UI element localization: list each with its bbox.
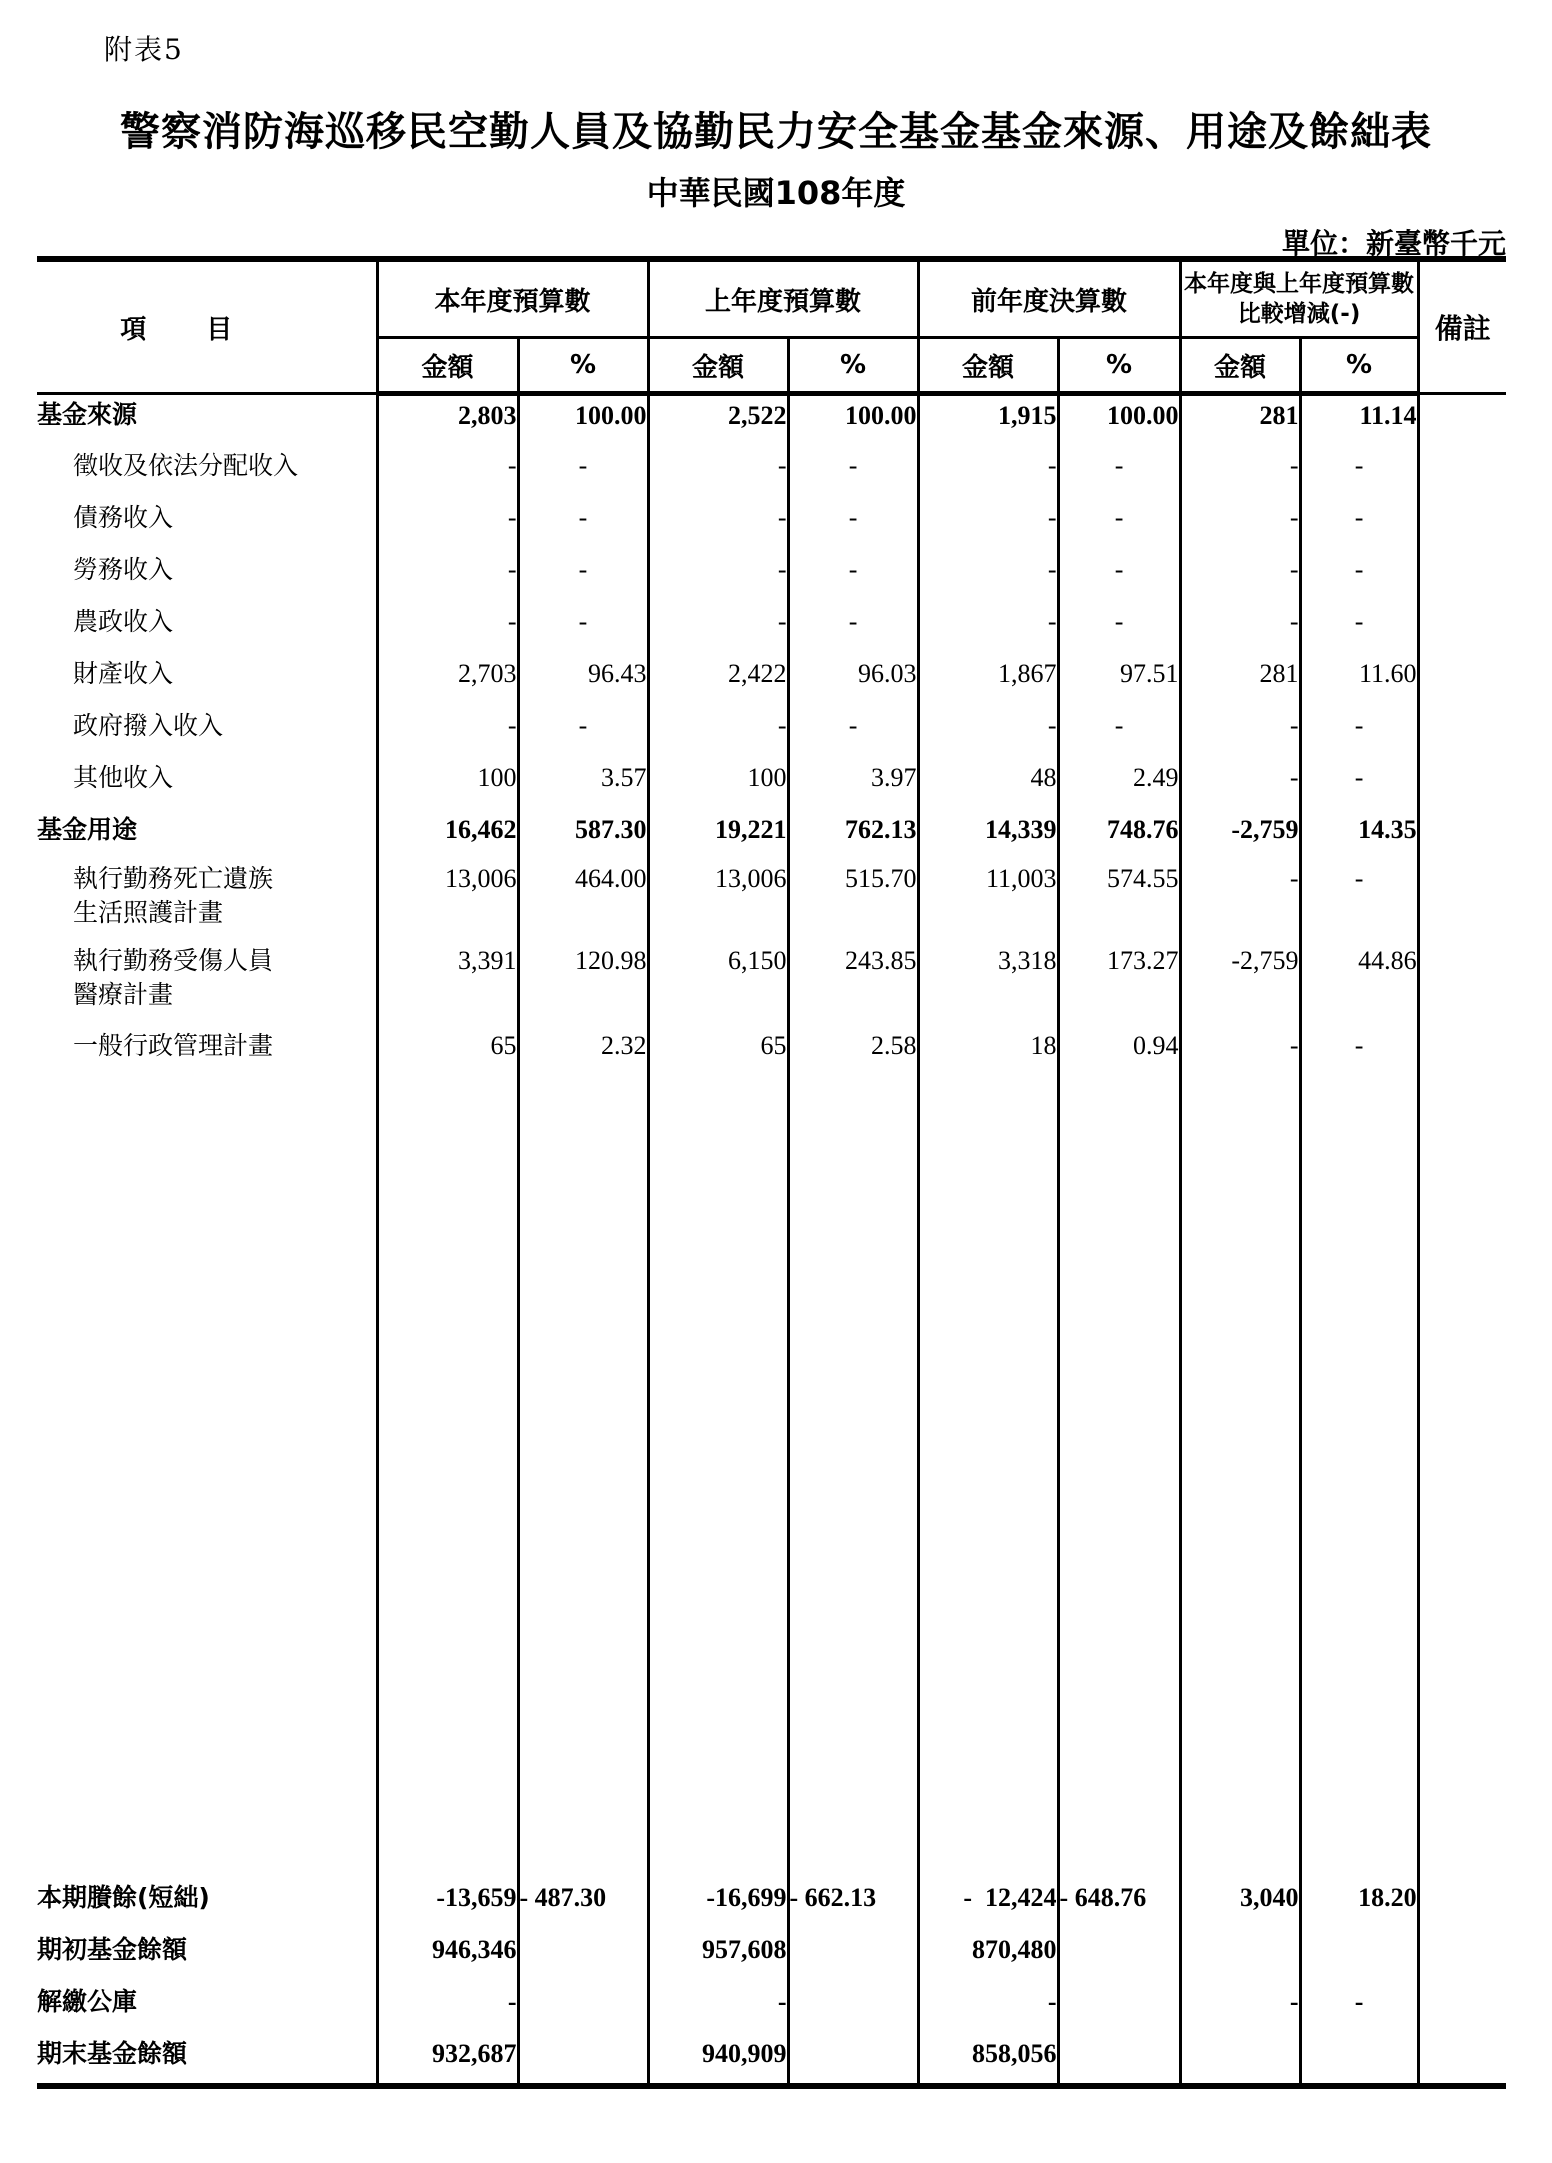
amount-cell: - 12,424	[918, 1878, 1058, 1930]
percent-cell: 0.94	[1058, 1026, 1180, 1078]
summary-label: 解繳公庫	[37, 1982, 377, 2034]
note-cell	[1418, 394, 1506, 446]
row-label-line: 醫療計畫	[73, 979, 174, 1009]
percent-cell: -	[1058, 498, 1180, 550]
amount-cell: 2,703	[377, 654, 518, 706]
percent-cell: 243.85	[788, 944, 918, 1026]
row-label: 基金來源	[37, 394, 377, 446]
amount-cell: -	[1180, 550, 1300, 602]
percent-cell: 100.00	[518, 394, 648, 446]
percent-cell: 96.03	[788, 654, 918, 706]
amount-cell: -	[918, 446, 1058, 498]
note-cell	[1418, 706, 1506, 758]
percent-cell: -	[1058, 602, 1180, 654]
amount-cell: 100	[648, 758, 788, 810]
percent-cell: -	[1300, 446, 1418, 498]
fund-statement-table	[37, 256, 1506, 2089]
percent-cell: 2.58	[788, 1026, 918, 1078]
percent-cell: - 487.30	[518, 1878, 648, 1930]
note-cell	[1418, 862, 1506, 944]
amount-cell: 2,522	[648, 394, 788, 446]
note-cell	[1418, 654, 1506, 706]
percent-cell: 11.60	[1300, 654, 1418, 706]
percent-cell: 464.00	[518, 862, 648, 944]
amount-cell: 2,803	[377, 394, 518, 446]
amount-cell: 940,909	[648, 2034, 788, 2086]
amount-cell: -	[1180, 1026, 1300, 1078]
amount-cell: 281	[1180, 654, 1300, 706]
note-cell	[1418, 758, 1506, 810]
fiscal-year-subtitle: 中華民國108年度	[646, 174, 906, 212]
percent-cell: 11.14	[1300, 394, 1418, 446]
percent-cell	[1058, 1930, 1180, 1982]
header-prior-final-accounts: 前年度決算數	[918, 259, 1180, 338]
empty-cell	[1300, 1078, 1418, 1878]
percent-cell	[788, 1982, 918, 2034]
row-label: 財產收入	[37, 654, 377, 706]
amount-cell: 11,003	[918, 862, 1058, 944]
table-row	[37, 862, 1506, 944]
row-label-line: 執行勤務死亡遺族	[73, 863, 274, 893]
amount-cell: -	[918, 602, 1058, 654]
row-label	[37, 862, 377, 944]
subheader-percent: %	[1058, 338, 1180, 394]
amount-cell: -	[918, 706, 1058, 758]
unit-label: 單位：新臺幣千元	[1281, 227, 1506, 260]
amount-cell: -	[648, 446, 788, 498]
note-cell	[1418, 1078, 1506, 1878]
percent-cell: -	[788, 706, 918, 758]
row-label: 基金用途	[37, 810, 377, 862]
row-label: 其他收入	[37, 758, 377, 810]
table-row	[37, 498, 1506, 550]
blank-spacer-row	[37, 1078, 1506, 1878]
percent-cell	[1058, 1982, 1180, 2034]
note-cell	[1418, 602, 1506, 654]
summary-row	[37, 1878, 1506, 1930]
subheader-percent: %	[518, 338, 648, 394]
amount-cell: 946,346	[377, 1930, 518, 1982]
summary-label: 期初基金餘額	[37, 1930, 377, 1982]
percent-cell: 173.27	[1058, 944, 1180, 1026]
percent-cell: -	[1300, 550, 1418, 602]
row-label	[37, 944, 377, 1026]
empty-cell	[1180, 1078, 1300, 1878]
amount-cell: -	[648, 1982, 788, 2034]
percent-cell: 3.57	[518, 758, 648, 810]
percent-cell: 515.70	[788, 862, 918, 944]
table-row	[37, 550, 1506, 602]
percent-cell: 2.49	[1058, 758, 1180, 810]
summary-row	[37, 1930, 1506, 1982]
table-row	[37, 810, 1506, 862]
table-row	[37, 944, 1506, 1026]
header-item: 項目	[37, 259, 377, 394]
percent-cell: 120.98	[518, 944, 648, 1026]
amount-cell: 932,687	[377, 2034, 518, 2086]
empty-cell	[377, 1078, 518, 1878]
percent-cell: -	[1300, 602, 1418, 654]
percent-cell: 748.76	[1058, 810, 1180, 862]
header-note: 備註	[1418, 259, 1506, 394]
percent-cell: -	[1058, 550, 1180, 602]
empty-cell	[518, 1078, 648, 1878]
amount-cell: 16,462	[377, 810, 518, 862]
row-label-line: 生活照護計畫	[73, 897, 224, 927]
subheader-amount: 金額	[1180, 338, 1300, 394]
percent-cell: -	[1300, 862, 1418, 944]
percent-cell	[518, 2034, 648, 2086]
amount-cell: -2,759	[1180, 944, 1300, 1026]
row-label-line: 執行勤務受傷人員	[73, 945, 274, 975]
percent-cell: - 662.13	[788, 1878, 918, 1930]
amount-cell: 2,422	[648, 654, 788, 706]
amount-cell: 281	[1180, 394, 1300, 446]
amount-cell: 65	[648, 1026, 788, 1078]
table-row	[37, 654, 1506, 706]
percent-cell: 97.51	[1058, 654, 1180, 706]
amount-cell: 6,150	[648, 944, 788, 1026]
amount-cell: -	[648, 602, 788, 654]
amount-cell: -	[648, 706, 788, 758]
amount-cell: 14,339	[918, 810, 1058, 862]
note-cell	[1418, 1982, 1506, 2034]
amount-cell: -	[377, 498, 518, 550]
percent-cell: -	[1058, 706, 1180, 758]
percent-cell: 100.00	[1058, 394, 1180, 446]
amount-cell: 100	[377, 758, 518, 810]
amount-cell	[1180, 1930, 1300, 1982]
summary-label: 期末基金餘額	[37, 2034, 377, 2086]
percent-cell: -	[1300, 1982, 1418, 2034]
percent-cell: -	[788, 498, 918, 550]
percent-cell: 18.20	[1300, 1878, 1418, 1930]
header-comparison: 本年度與上年度預算數比較增減(-)	[1180, 259, 1418, 338]
percent-cell: -	[1300, 1026, 1418, 1078]
percent-cell: -	[788, 550, 918, 602]
amount-cell: 65	[377, 1026, 518, 1078]
amount-cell: -	[918, 1982, 1058, 2034]
percent-cell: 3.97	[788, 758, 918, 810]
empty-cell	[648, 1078, 788, 1878]
row-label: 勞務收入	[37, 550, 377, 602]
amount-cell: -	[1180, 862, 1300, 944]
note-cell	[1418, 2034, 1506, 2086]
amount-cell: 18	[918, 1026, 1058, 1078]
percent-cell: 587.30	[518, 810, 648, 862]
table-row	[37, 602, 1506, 654]
amount-cell: 3,391	[377, 944, 518, 1026]
amount-cell: 48	[918, 758, 1058, 810]
subheader-amount: 金額	[648, 338, 788, 394]
amount-cell: -16,699	[648, 1878, 788, 1930]
amount-cell: -	[377, 706, 518, 758]
percent-cell	[788, 2034, 918, 2086]
amount-cell: -	[648, 498, 788, 550]
percent-cell: -	[518, 602, 648, 654]
amount-cell: 1,915	[918, 394, 1058, 446]
note-cell	[1418, 1878, 1506, 1930]
amount-cell: -	[377, 1982, 518, 2034]
percent-cell: -	[788, 602, 918, 654]
percent-cell: -	[518, 706, 648, 758]
percent-cell: -	[1300, 498, 1418, 550]
note-cell	[1418, 810, 1506, 862]
note-cell	[1418, 1930, 1506, 1982]
percent-cell	[518, 1930, 648, 1982]
percent-cell	[518, 1982, 648, 2034]
amount-cell: -2,759	[1180, 810, 1300, 862]
empty-cell	[1058, 1078, 1180, 1878]
page-title: 警察消防海巡移民空勤人員及協勤民力安全基金基金來源、用途及餘絀表	[120, 109, 1432, 155]
amount-cell: -	[377, 602, 518, 654]
amount-cell: -	[377, 550, 518, 602]
empty-cell	[788, 1078, 918, 1878]
row-label: 徵收及依法分配收入	[37, 446, 377, 498]
percent-cell: -	[1300, 758, 1418, 810]
percent-cell: 2.32	[518, 1026, 648, 1078]
amount-cell: -	[1180, 1982, 1300, 2034]
note-cell	[1418, 944, 1506, 1026]
subheader-amount: 金額	[918, 338, 1058, 394]
row-label: 農政收入	[37, 602, 377, 654]
row-label: 一般行政管理計畫	[37, 1026, 377, 1078]
amount-cell: 13,006	[377, 862, 518, 944]
table-row	[37, 1026, 1506, 1078]
row-label	[37, 1078, 377, 1878]
percent-cell: 96.43	[518, 654, 648, 706]
amount-cell: 858,056	[918, 2034, 1058, 2086]
percent-cell: 44.86	[1300, 944, 1418, 1026]
percent-cell	[788, 1930, 918, 1982]
amount-cell: 957,608	[648, 1930, 788, 1982]
note-cell	[1418, 446, 1506, 498]
percent-cell: 574.55	[1058, 862, 1180, 944]
percent-cell: 100.00	[788, 394, 918, 446]
amount-cell: -13,659	[377, 1878, 518, 1930]
subheader-amount: 金額	[377, 338, 518, 394]
table-row	[37, 394, 1506, 446]
note-cell	[1418, 498, 1506, 550]
row-label: 政府撥入收入	[37, 706, 377, 758]
percent-cell: -	[1058, 446, 1180, 498]
amount-cell: -	[648, 550, 788, 602]
percent-cell: -	[518, 498, 648, 550]
percent-cell	[1300, 1930, 1418, 1982]
header-current-budget: 本年度預算數	[377, 259, 648, 338]
amount-cell	[1180, 2034, 1300, 2086]
table-row	[37, 758, 1506, 810]
amount-cell: 13,006	[648, 862, 788, 944]
amount-cell: -	[918, 498, 1058, 550]
amount-cell: -	[1180, 498, 1300, 550]
amount-cell: 3,318	[918, 944, 1058, 1026]
percent-cell: 762.13	[788, 810, 918, 862]
table-row	[37, 706, 1506, 758]
percent-cell	[1300, 2034, 1418, 2086]
note-cell	[1418, 550, 1506, 602]
percent-cell: -	[518, 550, 648, 602]
percent-cell: -	[1300, 706, 1418, 758]
percent-cell: 14.35	[1300, 810, 1418, 862]
amount-cell: -	[918, 550, 1058, 602]
percent-cell: - 648.76	[1058, 1878, 1180, 1930]
percent-cell	[1058, 2034, 1180, 2086]
percent-cell: -	[518, 446, 648, 498]
empty-cell	[918, 1078, 1058, 1878]
subheader-percent: %	[1300, 338, 1418, 394]
row-label: 債務收入	[37, 498, 377, 550]
percent-cell: -	[788, 446, 918, 498]
amount-cell: -	[1180, 758, 1300, 810]
header-previous-budget: 上年度預算數	[648, 259, 918, 338]
amount-cell: -	[1180, 446, 1300, 498]
amount-cell: 1,867	[918, 654, 1058, 706]
amount-cell: 19,221	[648, 810, 788, 862]
amount-cell: 3,040	[1180, 1878, 1300, 1930]
subheader-percent: %	[788, 338, 918, 394]
amount-cell: -	[1180, 602, 1300, 654]
summary-label: 本期賸餘(短絀)	[37, 1878, 377, 1930]
amount-cell: 870,480	[918, 1930, 1058, 1982]
summary-row	[37, 1982, 1506, 2034]
summary-row	[37, 2034, 1506, 2086]
amount-cell: -	[1180, 706, 1300, 758]
table-body	[37, 394, 1506, 2086]
amount-cell: -	[377, 446, 518, 498]
annex-label: 附表5	[104, 33, 184, 66]
table-row	[37, 446, 1506, 498]
note-cell	[1418, 1026, 1506, 1078]
